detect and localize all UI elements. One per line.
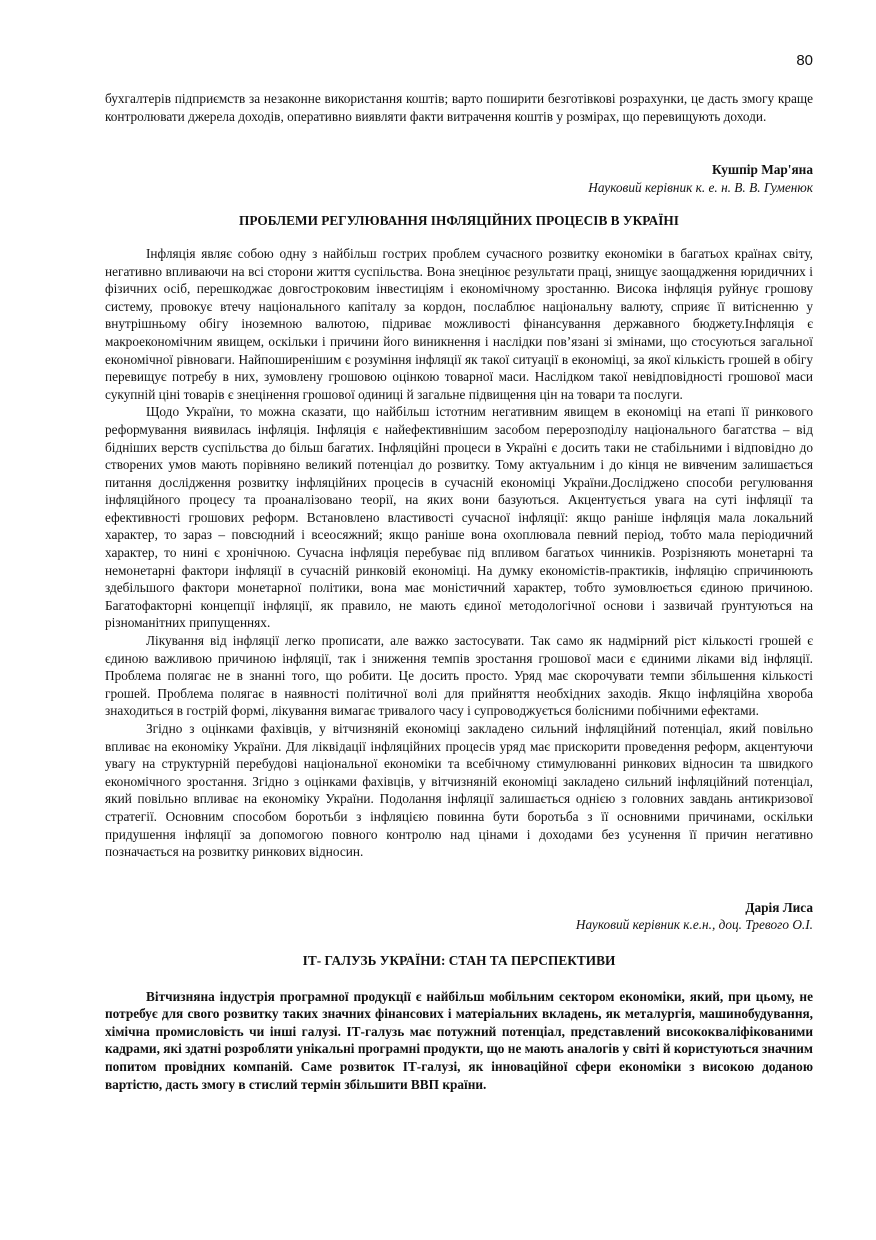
- article1-advisor: Науковий керівник к. е. н. В. В. Гуменюк: [588, 179, 813, 195]
- page-number: 80: [796, 52, 813, 69]
- article2-author: Дарія Лиса: [745, 899, 813, 915]
- page-content: [105, 90, 813, 1093]
- article1-paragraph: Згідно з оцінками фахівців, у вітчизняній економіці закладено сильний інфляційний потенціал, який повільно впливає на економіку України. Для ліквідації інфляційних процесів уряд має прискорити проведення реформ, акцентуючи увагу на структурній перебудові національної економіки та всебічному стимулюванні ринкових відносин та швидкого економічного зростання. Згідно з оцінками фахівців, у вітчизняній економіці закладено сильний інфляційний потенціал, який повільно впливає на економіку України. Подолання інфляції залишається однією з головних завдань антикризової стратегії. Основним способом боротьби з інфляцією повинна бути боротьба з її основними причинами, оскільки придушення інфляції за допомогою повного контролю над цінами і доходами без усунення її причин негативно позначається на розвитку ринкових відносин.: [105, 721, 813, 860]
- article1-paragraph: Лікування від інфляції легко прописати, але важко застосувати. Так само як надмірний ріст кількості грошей є єдиною важливою причиною інфляції, так і зниження темпів зростання грошової маси є єдиними ліками від інфляції. Проблема полягає не в знанні того, що робити. Це досить просто. Уряд має скорочувати темпи збільшення кількості грошей. Проблема полягає в наявності політичної волі для прийняття необхідних заходів. Якщо інфляційна хвороба знаходиться в гострій формі, лікування вимагає тривалого часу і супроводжується болісними побічними ефектами.: [105, 633, 813, 719]
- article1-paragraph: Щодо України, то можна сказати, що найбільш істотним негативним явищем в економіці на етапі її ринкового реформування виявилась інфляція. Інфляція є найефективнішим засобом перерозподілу національного багатства – від бідніших верств суспільства до більш багатих. Інфляційні процеси в Україні є досить таки не стабільними і відповідно до створених умов мають порівняно великий потенціал до розвитку. Тому актуальним і до кінця не вивченим залишається питання дослідження розвитку інфляційних процесів в сучасній економіці України.Досліджено способи регулювання інфляційного процесу та проаналізовано теорії, на яких вони базуються. Акцентується увага на суті інфляції та ефективності грошових реформ. Встановлено властивості сучасної інфляції: якщо раніше інфляція мала локальний характер, то зараз – повсюдний і всеосяжний; якщо раніше вона охоплювала певний період, тобто мала періодичний характер, то нині є хронічною. Сучасна інфляція перебуває під впливом багатьох чинників. Розрізняють монетарні та немонетарні фактори інфляції в сучасній ринковій економіці. На думку економістів-практиків, інфляцію спричинюють здебільшого фактори монетарної політики, вона має моністичний характер, тобто зумовлюється єдиною причиною. Багатофакторні концепції інфляції, як правило, не мають єдиної методологічної основи і зазвичай ґрунтуються на різноманітних припущеннях.: [105, 404, 813, 631]
- article1-paragraph: Інфляція являє собою одну з найбільш гострих проблем сучасного розвитку економіки в багатьох країнах світу, негативно впливаючи на всі сторони життя суспільства. Вона знецінює результати праці, знищує заощадження юридичних і фізичних осіб, перешкоджає довгостроковим інвестиціям і економічному зростанню. Висока інфляція руйнує грошову систему, провокує втечу національного капіталу за кордон, послаблює національну валюту, сприяє її витісненню у внутрішньому обігу іноземною валютою, підриває можливості фінансування державного бюджету.Інфляція є макроекономічним явищем, оскільки і причини його виникнення і наслідки пов’язані зі змінами, що стосуються загальної економічної рівноваги. Найпоширенішим є розуміння інфляції як такої ситуації в економіці, за якої кількість грошей в обігу перевищує потребу в них, зумовлену грошовою оцінкою товарної маси. Наслідком такої невідповідності грошової маси сукупній ціні товарів є знецінення грошової одиниці й загальне підвищення цін на товари та послуги.: [105, 245, 813, 402]
- article2-paragraph: Вітчизняна індустрія програмної продукції є найбільш мобільним сектором економіки, який, при цьому, не потребує для свого розвитку таких значних фінансових і матеріальних вкладень, як металургія, машинобудування, хімічна промисловість чи інші галузі. ІТ-галузь має потужний потенціал, представлений висококваліфікованими кадрами, які здатні розробляти унікальні програмні продукти, що не мають аналогів у світі й користуються значним попитом провідних компаній. Саме розвиток ІТ-галузі, як інноваційної сфери економіки з високою доданою вартістю, дасть змогу в стислий термін збільшити ВВП країни.: [105, 988, 813, 1092]
- article2-title: ІТ- ГАЛУЗЬ УКРАЇНИ: СТАН ТА ПЕРСПЕКТИВИ: [302, 952, 616, 968]
- article1-title: ПРОБЛЕМИ РЕГУЛЮВАННЯ ІНФЛЯЦІЙНИХ ПРОЦЕСІВ В УКРАЇНІ: [239, 213, 679, 229]
- article1-author: Кушпір Мар'яна: [711, 162, 813, 178]
- intro-paragraph: бухгалтерів підприємств за незаконне використання коштів; варто поширити безготівкові розрахунки, це дасть змогу краще контролювати джерела доходів, оперативно виявляти факти витрачення коштів у розмірах, що перевищують доходи.: [105, 91, 813, 124]
- article2-advisor: Науковий керівник к.е.н., доц. Тревого О.І.: [575, 917, 813, 933]
